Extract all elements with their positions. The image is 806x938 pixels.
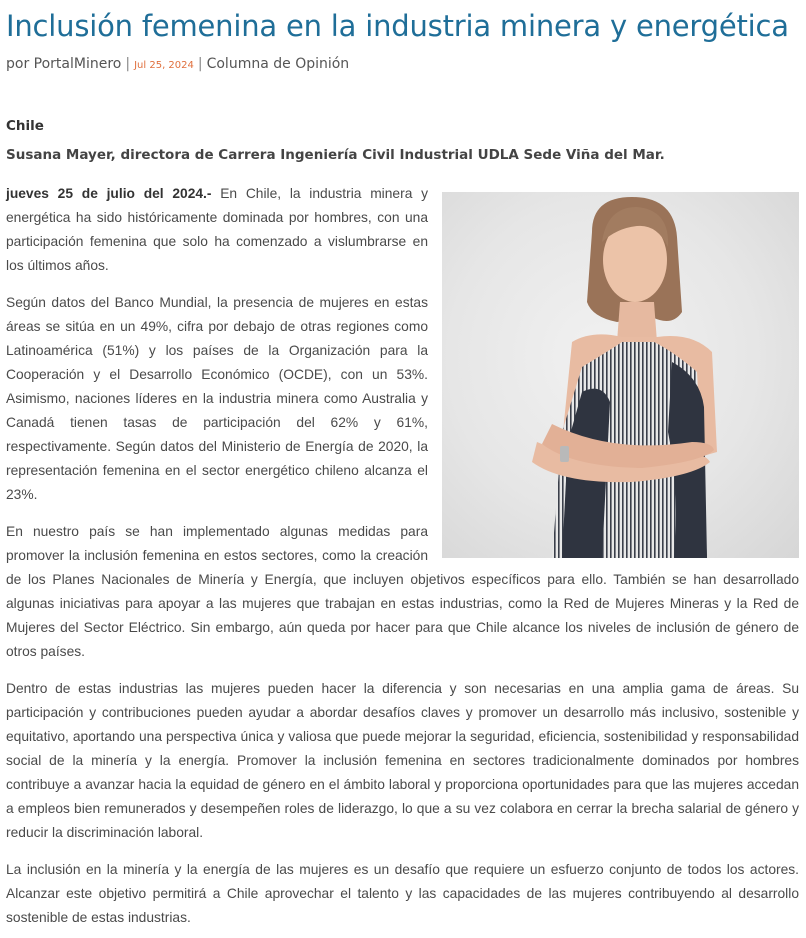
paragraph: Según datos del Banco Mundial, la presencia de mujeres en estas áreas se sitúa en un 49%, cifra por debajo de otras regiones como Latinoamérica (51%) y los países de la Organización para la Cooperación y el Desarrollo Económico (OCDE), con un 53%. Asimismo, naciones líderes en la industria minera como Australia y Canadá tienen tasas de participación del 62% y 61%, respectivamente. Según datos del Ministerio de Energía de 2020, la representación femenina en el sector energético chileno alcanza el 23%. [6, 295, 428, 502]
page-title: Inclusión femenina en la industria minera y energética [6, 9, 789, 43]
author-photo [442, 192, 799, 558]
byline-prefix: por [6, 56, 30, 72]
paragraph: Dentro de estas industrias las mujeres pueden hacer la diferencia y son necesarias en una amplia gama de áreas. Su participación y contribuciones pueden ayudar a abordar desafíos claves y promover un desarrollo más inclusivo, sostenible y equitativo, aportando una perspectiva única y valiosa que puede mejorar la seguridad, eficiencia, sostenibilidad y responsabilidad social de la minería y la energía. Promover la inclusión femenina en sectores tradicionalmente dominados por hombres contribuye a avanzar hacia la equidad de género en el ámbito laboral y proporciona oportunidades para que las mujeres accedan a empleos bien remunerados y desempeñen roles de liderazgo, lo que a su vez colabora en cerrar la brecha salarial de género y reducir la discriminación laboral. [6, 681, 799, 840]
paragraph-text: En Chile, la industria minera y energética ha sido históricamente dominada por hombres, con una participación femenina que solo ha comenzado a vislumbrarse en los últimos años. [6, 186, 428, 273]
country-heading: Chile [6, 118, 44, 134]
publish-date: Jul 25, 2024 [134, 60, 194, 71]
columnist-heading: Susana Mayer, directora de Carrera Ingeniería Civil Industrial UDLA Sede Viña del Mar. [6, 147, 665, 163]
meta-separator: | [125, 56, 131, 72]
article-body [6, 182, 799, 930]
meta-separator: | [197, 56, 203, 72]
article-meta [6, 54, 799, 74]
lead-date: jueves 25 de julio del 2024.- [6, 186, 212, 201]
paragraph: En nuestro país se han implementado algunas medidas para promover la inclusión femenina en estos sectores, como la creación de los Planes Nacionales de Minería y Energía, que incluyen objetivos específicos para ello. También se han desarrollado algunas iniciativas para apoyar a las mujeres que trabajan en estas industrias, como la Red de Mujeres Mineras y la Red de Mujeres del Sector Eléctrico. Sin embargo, aún queda por hacer para que Chile alcance los niveles de inclusión de género de otros países. [6, 524, 799, 659]
author-link[interactable]: PortalMinero [33, 56, 122, 72]
paragraph: La inclusión en la minería y la energía de las mujeres es un desafío que requiere un esfuerzo conjunto de todos los actores. Alcanzar este objetivo permitirá a Chile aprovechar el talento y las capacidades de las mujeres contribuyendo al desarrollo sostenible de estas industrias. [6, 862, 799, 925]
category-link[interactable]: Columna de Opinión [206, 56, 350, 72]
author-photo-illustration [442, 192, 799, 558]
